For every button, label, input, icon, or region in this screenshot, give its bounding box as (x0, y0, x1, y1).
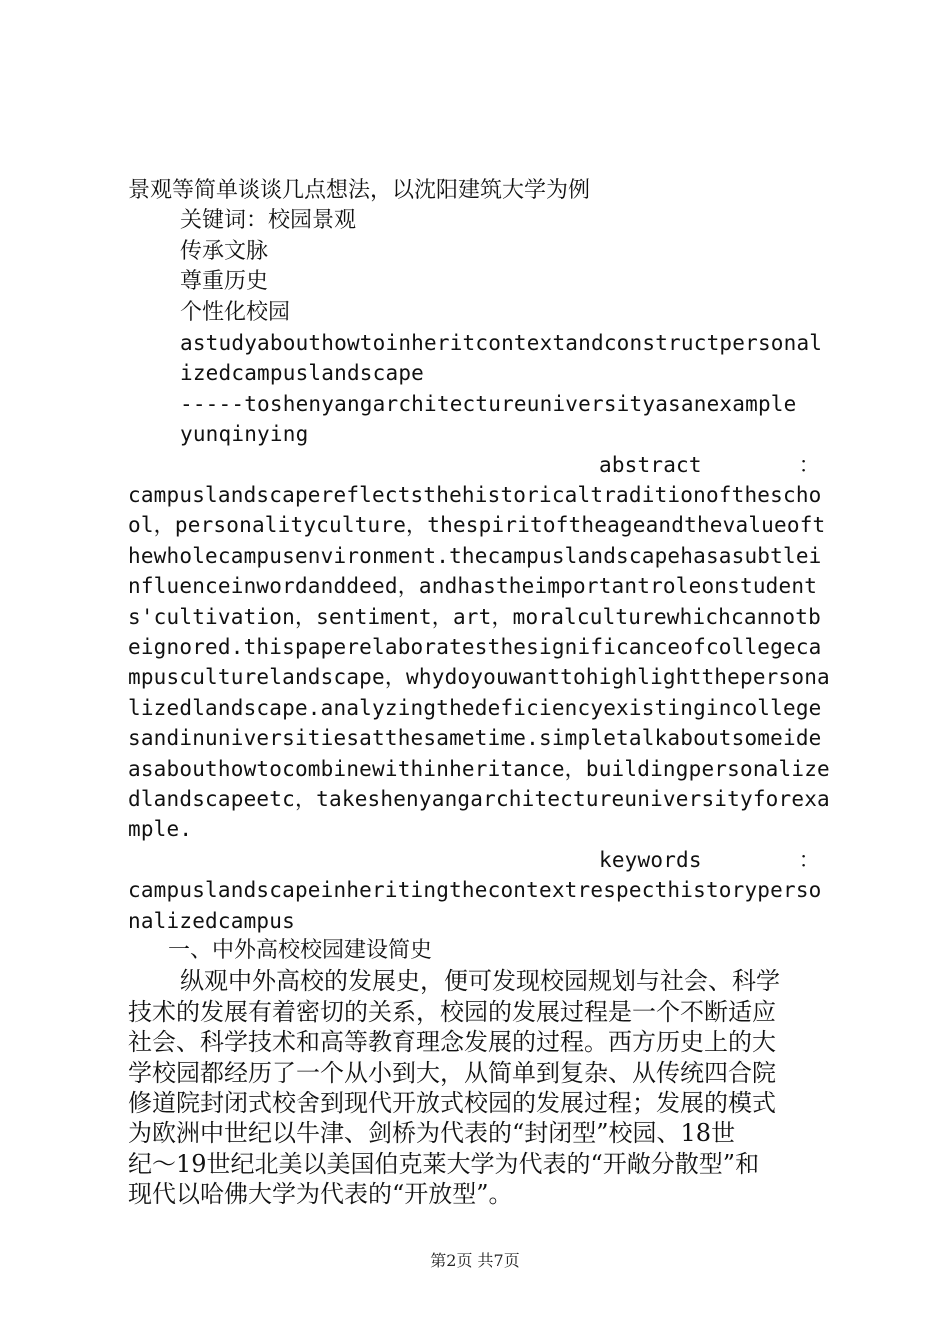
body-line: 纪～19世纪北美以美国伯克莱大学为代表的“开敞分散型”和 (128, 1149, 760, 1178)
keywords-label: keywords (599, 847, 702, 872)
abstract-label-row (128, 450, 830, 480)
abstract-label: abstract (599, 452, 702, 477)
abstract-text: campuslandscapereflectsthehistoricaltraditionoftheschool，personalityculture，thespiritoftheageandthevalueofthewholecampusenvironment.thecampuslandscapehasasubtleinfluenceinwordanddeed，andhastheimportantroleonstudents'cultivation，sentiment，art，moralculturewhichcannotbeignored.thispaperelaboratesthesignificanceofcollegecampusculturelandscape，whydoyouwanttohighlightthepersonalizedlandscape.analyzingthedeficiencyexistingincollegesandinuniversitiesatthesametime.simpletalkaboutsomeideasabouthowtocombinewithinheritance，buildingpersonalizedlandscapeetc，takeshenyangarchitectureuniversityforexample. (128, 482, 830, 842)
keywords-text: campuslandscapeinheritingthecontextrespecthistorypersonalizedcampus (128, 878, 822, 933)
keyword-cn-2: 尊重历史 (180, 269, 269, 295)
body-line: 修道院封闭式校舍到现代开放式校园的发展过程；发展的模式 (128, 1088, 776, 1117)
keywords-cn-line: 关键词：校园景观 (180, 208, 357, 234)
body-line: 学校园都经历了一个从小到大，从简单到复杂、从传统四合院 (128, 1058, 776, 1087)
intro-line: 景观等简单谈谈几点想法，以沈阳建筑大学为例 (128, 178, 591, 203)
keywords-label-row (128, 845, 830, 875)
body-line: 技术的发展有着密切的关系，校园的发展过程是一个不断适应 (128, 997, 776, 1026)
abstract-colon: ： (798, 452, 820, 477)
keyword-cn-3: 个性化校园 (180, 299, 291, 325)
english-title-text: astudyabouthowtoinheritcontextandconstructpersonalizedcampuslandscape (180, 330, 823, 386)
body-line: 现代以哈佛大学为代表的“开放型”。 (128, 1180, 513, 1209)
body-line: 社会、科学技术和高等教育理念发展的过程。西方历史上的大 (128, 1028, 776, 1057)
english-subtitle: -----toshenyangarchitectureuniversityasanexample (180, 391, 797, 416)
keyword-cn-1: 传承文脉 (180, 238, 269, 264)
body-line: 为欧洲中世纪以牛津、剑桥为代表的“封闭型”校园、18世 (128, 1119, 736, 1148)
section-heading: 一、中外高校校园建设简史 (168, 938, 433, 964)
document-body (128, 176, 830, 1210)
english-title (128, 328, 830, 389)
page-number-label: 第2页 共7页 (430, 1251, 520, 1270)
body-line: 纵观中外高校的发展史，便可发现校园规划与社会、科学 (180, 967, 780, 996)
page-footer (0, 1248, 950, 1271)
author-name: yunqinying (180, 422, 309, 447)
keywords-colon: ： (798, 847, 820, 872)
